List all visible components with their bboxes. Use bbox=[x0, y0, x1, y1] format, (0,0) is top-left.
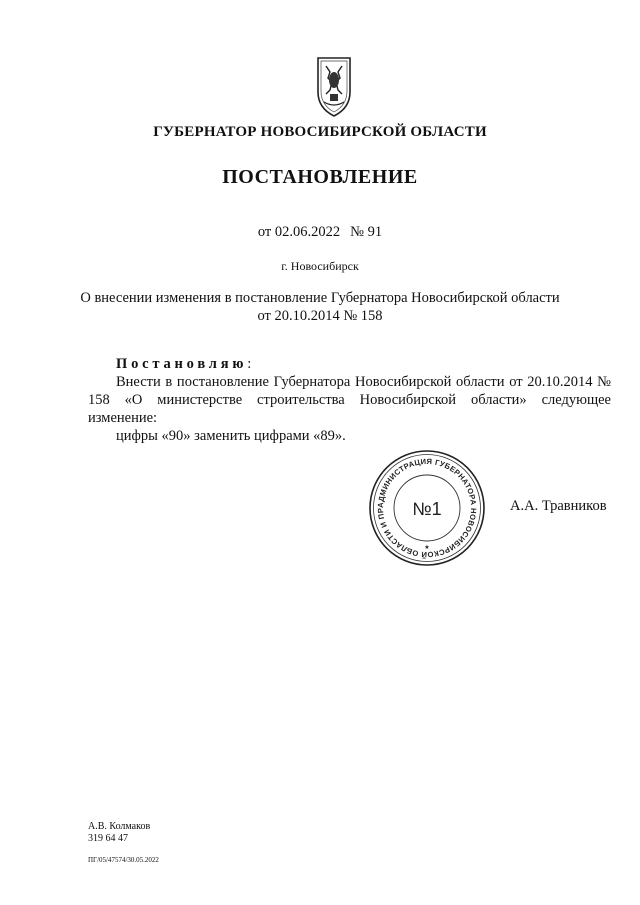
signatory-name: А.А. Травников bbox=[510, 498, 607, 514]
issuer-title: ГУБЕРНАТОР НОВОСИБИРСКОЙ ОБЛАСТИ bbox=[153, 124, 487, 140]
executor-name: А.В. Колмаков bbox=[88, 821, 151, 832]
document-code: ПГ/05/47574/30.05.2022 bbox=[88, 856, 159, 864]
document-type-title: ПОСТАНОВЛЕНИЕ bbox=[222, 166, 418, 188]
document-body bbox=[88, 355, 611, 445]
resolve-heading: Постановляю: bbox=[116, 356, 252, 372]
city-line: г. Новосибирск bbox=[281, 259, 359, 273]
executor-info bbox=[88, 821, 150, 845]
executor-phone: 319 64 47 bbox=[88, 833, 128, 844]
subject-line-2: от 20.10.2014 № 158 bbox=[257, 308, 383, 324]
body-paragraph-2: цифры «90» заменить цифрами «89». bbox=[116, 428, 346, 444]
date-number-line bbox=[0, 224, 640, 241]
subject-block bbox=[0, 289, 640, 325]
document-number: № 91 bbox=[350, 224, 383, 240]
stamp-center-text: №1 bbox=[412, 499, 442, 519]
coat-of-arms-icon bbox=[316, 56, 352, 118]
stamp-ring-text: АДМИНИСТРАЦИЯ ГУБЕРНАТОРА НОВОСИБИРСКОЙ ОБЛАСТИ И ПР bbox=[375, 456, 479, 560]
subject-line-1: О внесении изменения в постановление Губернатора Новосибирской области bbox=[80, 290, 560, 306]
star-icon: ★ bbox=[424, 545, 430, 551]
body-paragraph-1: Внести в постановление Губернатора Новосибирской области от 20.10.2014 № 158 «О министерстве строительства Новосибирской области» следующее изменение: bbox=[88, 374, 611, 426]
official-stamp bbox=[368, 449, 486, 567]
document-date: от 02.06.2022 bbox=[257, 224, 341, 240]
